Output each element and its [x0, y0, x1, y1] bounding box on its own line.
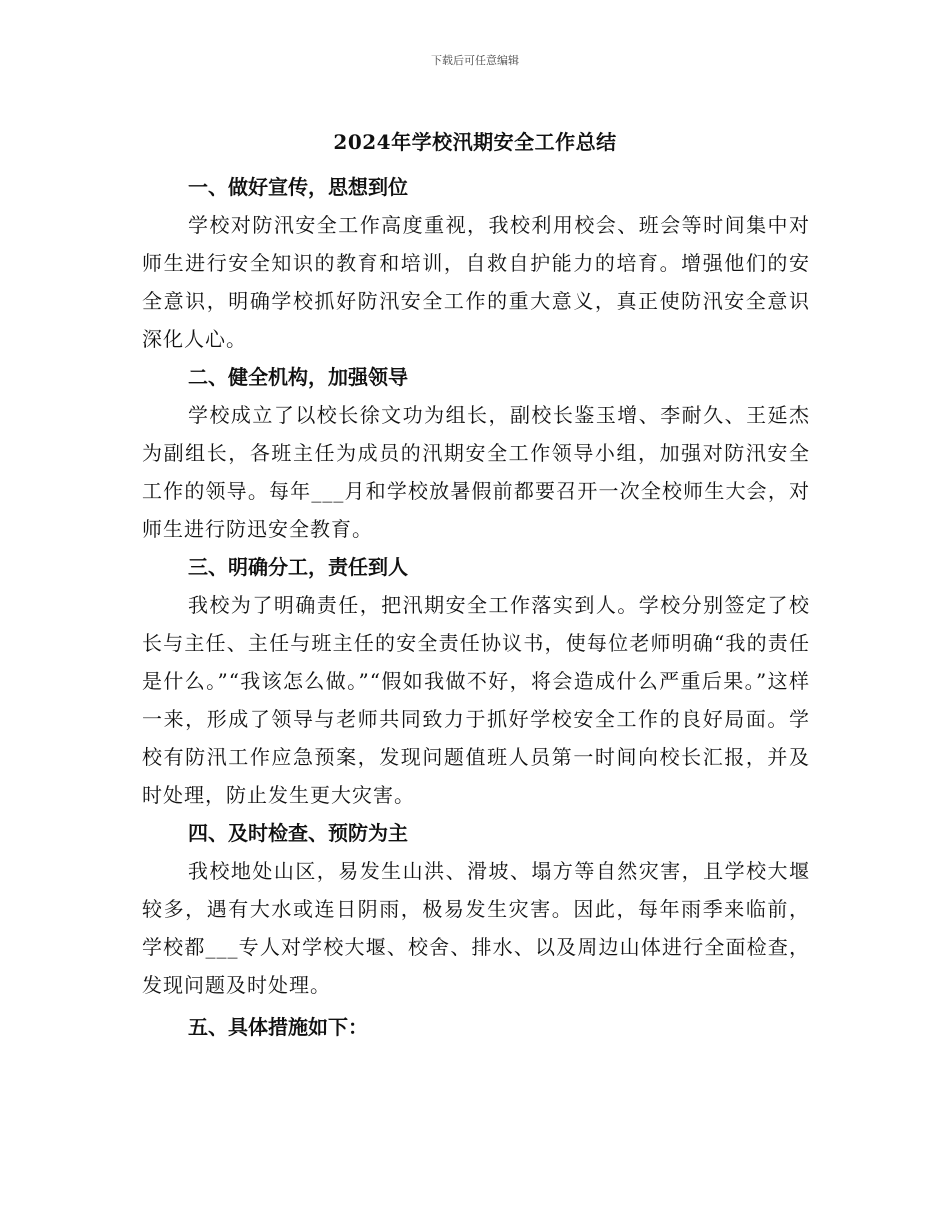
section-heading: 三、明确分工，责任到人	[188, 555, 408, 579]
section-1	[142, 168, 810, 358]
section-heading: 二、健全机构，加强领导	[188, 365, 408, 389]
section-paragraph: 我校地处山区，易发生山洪、滑坡、塌方等自然灾害，且学校大堰较多，遇有大水或连日阴雨，极易发生灾害。因此，每年雨季来临前，学校都___专人对学校大堰、校舍、排水、以及周边山体进行全面检查，发现问题及时处理。	[142, 859, 810, 997]
section-paragraph: 学校成立了以校长徐文功为组长，副校长鉴玉增、李耐久、王延杰为副组长，各班主任为成员的汛期安全工作领导小组，加强对防汛安全工作的领导。每年___月和学校放暑假前都要召开一次全校师生大会，对师生进行防迅安全教育。	[142, 403, 810, 541]
section-heading-5: 五、具体措施如下：	[188, 1015, 368, 1039]
section-paragraph: 学校对防汛安全工作高度重视，我校利用校会、班会等时间集中对师生进行安全知识的教育和培训，自救自护能力的培育。增强他们的安全意识，明确学校抓好防汛安全工作的重大意义，真正使防汛安全意识深化人心。	[142, 213, 810, 351]
section-2	[142, 358, 810, 548]
section-3	[142, 548, 810, 814]
section-paragraph: 我校为了明确责任，把汛期安全工作落实到人。学校分别签定了校长与主任、主任与班主任的安全责任协议书，使每位老师明确“我的责任是什么。”“我该怎么做。”“假如我做不好，将会造成什么严重后果。”这样一来，形成了领导与老师共同致力于抓好学校安全工作的良好局面。学校有防汛工作应急预案，发现问题值班人员第一时间向校长汇报，并及时处理，防止发生更大灾害。	[142, 593, 810, 807]
header-note: 下载后可任意编辑	[431, 54, 519, 67]
section-heading: 一、做好宣传，思想到位	[188, 175, 408, 199]
page-title: 2024年学校汛期安全工作总结	[333, 130, 617, 154]
document-body	[142, 168, 810, 1046]
section-4	[142, 814, 810, 1004]
section-heading: 四、及时检查、预防为主	[188, 821, 408, 845]
